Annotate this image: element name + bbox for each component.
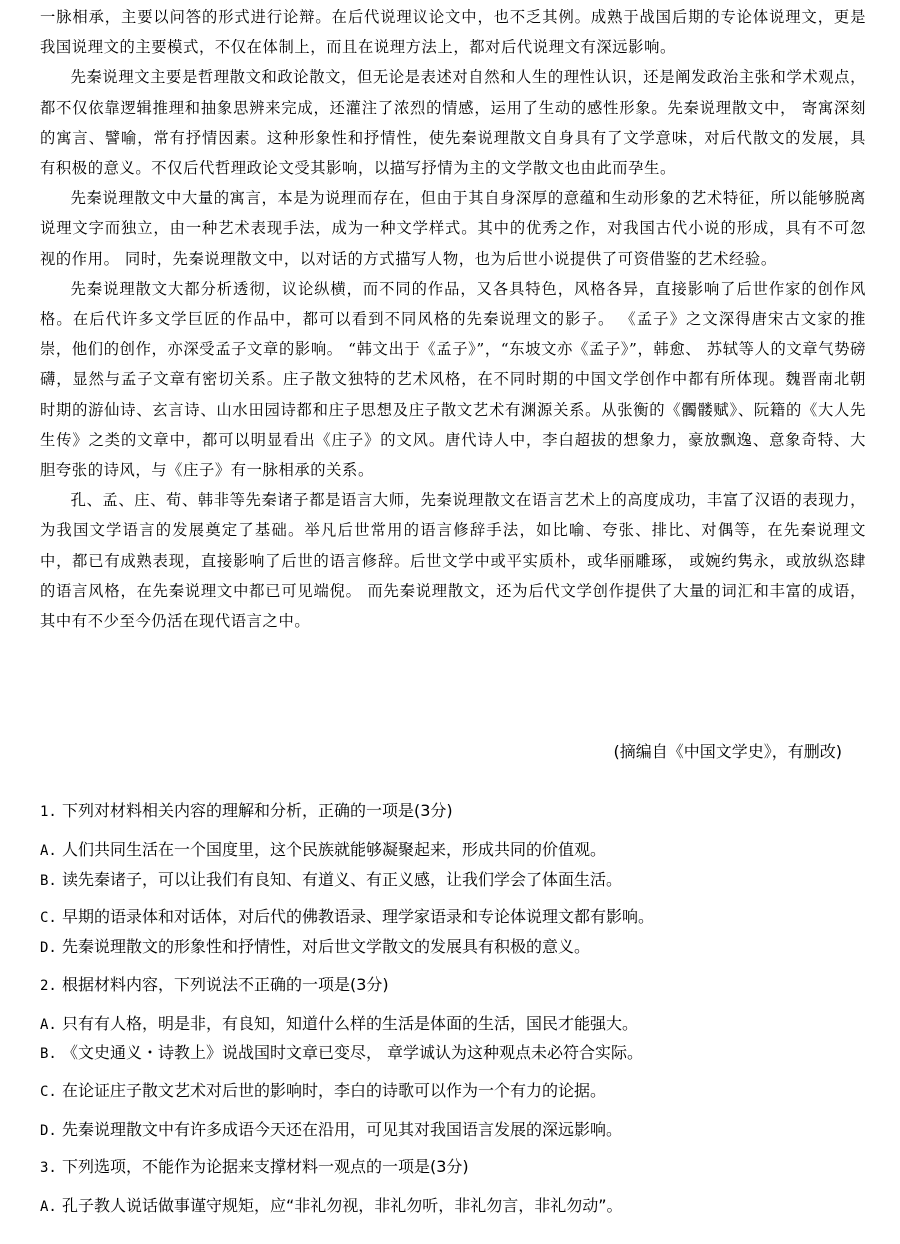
question-1-option-d bbox=[40, 935, 880, 960]
option-text: 孔子教人说话做事谨守规矩，应“非礼勿视，非礼勿听，非礼勿言，非礼勿动”。 bbox=[56, 1196, 623, 1215]
question-2-option-b bbox=[40, 1041, 880, 1066]
option-label: A. bbox=[40, 1017, 57, 1033]
paragraph-4: 先秦说理散文大都分析透彻，议论纵横，而不同的作品，又各具特色，风格各异，直接影响了后世作家的创作风格。在后代许多文学巨匠的作品中，都可以看到不同风格的先秦说理文的影子。 《孟子》之文深得唐宋古文家的推崇，他们的创作，亦深受孟子文章的影响。 “韩文出于《孟子》”，“东坡文亦《孟子》”，韩愈、 苏轼等人的文章气势磅礴，显然与孟子文章有密切关系。庄子散文独特的艺术风格，在不同时期的中国文学创作中都有所体现。魏晋南北朝时期的游仙诗、玄言诗、山水田园诗都和庄子思想及庄子散文艺术有渊源关系。从张衡的《髑髅赋》、阮籍的《大人先生传》之类的文章中，都可以明显看出《庄子》的文风。唐代诗人中，李白超拔的想象力，豪放飘逸、意象奇特、大胆夸张的诗风，与《庄子》有一脉相承的关系。 bbox=[40, 279, 866, 480]
question-text: 下列选项，不能作为论据来支撑材料一观点的一项是(3分) bbox=[56, 1157, 469, 1176]
question-number: 3. bbox=[40, 1160, 57, 1176]
option-label: A. bbox=[40, 843, 57, 859]
option-text: 在论证庄子散文艺术对后世的影响时，李白的诗歌可以作为一个有力的论据。 bbox=[56, 1081, 606, 1100]
option-text: 人们共同生活在一个国度里，这个民族就能够凝聚起来，形成共同的价值观。 bbox=[56, 840, 606, 859]
question-2-option-c bbox=[40, 1079, 880, 1104]
paragraph-1: 一脉相承，主要以问答的形式进行论辩。在后代说理议论文中，也不乏其例。成熟于战国后期的专论体说理文，更是我国说理文的主要模式，不仅在体制上，而且在说理方法上，都对后代说理文有深远影响。 bbox=[40, 8, 866, 57]
option-text: 先秦说理散文的形象性和抒情性，对后世文学散文的发展具有积极的意义。 bbox=[56, 937, 590, 956]
option-text: 读先秦诸子，可以让我们有良知、有道义、有正义感，让我们学会了体面生活。 bbox=[56, 870, 622, 889]
option-label: B. bbox=[40, 1046, 57, 1062]
question-2-stem bbox=[40, 973, 880, 998]
question-number: 2. bbox=[40, 978, 57, 994]
question-1-option-a bbox=[40, 838, 880, 863]
question-text: 根据材料内容，下列说法不正确的一项是(3分) bbox=[56, 975, 389, 994]
option-text: 《文史通义・诗教上》说战国时文章已变尽， 章学诚认为这种观点未必符合实际。 bbox=[56, 1043, 644, 1062]
question-2-option-d bbox=[40, 1118, 880, 1143]
question-2-option-a bbox=[40, 1012, 880, 1037]
option-label: D. bbox=[40, 1123, 57, 1139]
question-3-stem bbox=[40, 1155, 880, 1180]
paragraph-5: 孔、孟、庄、荀、韩非等先秦诸子都是语言大师，先秦说理散文在语言艺术上的高度成功，丰富了汉语的表现力， 为我国文学语言的发展奠定了基础。举凡后世常用的语言修辞手法，如比喻、夸张、排比、对偶等，在先秦说理文中，都已有成熟表现，直接影响了后世的语言修辞。后世文学中或平实质朴，或华丽雕琢， 或婉约隽永，或放纵恣肆的语言风格，在先秦说理文中都已可见端倪。 而先秦说理散文，还为后代文学创作提供了大量的词汇和丰富的成语，其中有不少至今仍活在现代语言之中。 bbox=[40, 491, 866, 631]
paragraph-3: 先秦说理散文中大量的寓言，本是为说理而存在，但由于其自身深厚的意蕴和生动形象的艺术特征，所以能够脱离说理文字而独立，由一种艺术表现手法，成为一种文学样式。其中的优秀之作，对我国古代小说的形成，具有不可忽视的作用。 同时，先秦说理散文中，以对话的方式描写人物，也为后世小说提供了可资借鉴的艺术经验。 bbox=[40, 189, 866, 268]
question-1-option-c bbox=[40, 905, 880, 930]
option-text: 先秦说理散文中有许多成语今天还在沿用，可见其对我国语言发展的深远影响。 bbox=[56, 1120, 622, 1139]
source-citation: (摘编自《中国文学史》，有删改) bbox=[613, 742, 842, 761]
option-label: C. bbox=[40, 910, 57, 926]
paragraph-2: 先秦说理文主要是哲理散文和政论散文，但无论是表述对自然和人生的理性认识，还是阐发政治主张和学术观点，都不仅依靠逻辑推理和抽象思辨来完成，还灌注了浓烈的情感，运用了生动的感性形象。先秦说理散文中， 寄寓深刻的寓言、譬喻，常有抒情因素。这种形象性和抒情性，使先秦说理散文自身具有了文学意味，对后代散文的发展，具有积极的意义。不仅后代哲理政论文受其影响，以描写抒情为主的文学散文也由此而孕生。 bbox=[40, 68, 866, 178]
option-label: B. bbox=[40, 873, 57, 889]
option-text: 只有有人格，明是非，有良知，知道什么样的生活是体面的生活，国民才能强大。 bbox=[56, 1014, 638, 1033]
option-label: A. bbox=[40, 1199, 57, 1215]
option-label: D. bbox=[40, 940, 57, 956]
question-number: 1. bbox=[40, 804, 57, 820]
option-text: 早期的语录体和对话体，对后代的佛教语录、理学家语录和专论体说理文都有影响。 bbox=[56, 907, 654, 926]
question-text: 下列对材料相关内容的理解和分析，正确的一项是(3分) bbox=[56, 801, 453, 820]
option-label: C. bbox=[40, 1084, 57, 1100]
question-1-option-b bbox=[40, 868, 880, 893]
passage bbox=[40, 2, 866, 636]
question-3-option-a bbox=[40, 1194, 880, 1219]
question-1-stem bbox=[40, 799, 880, 824]
